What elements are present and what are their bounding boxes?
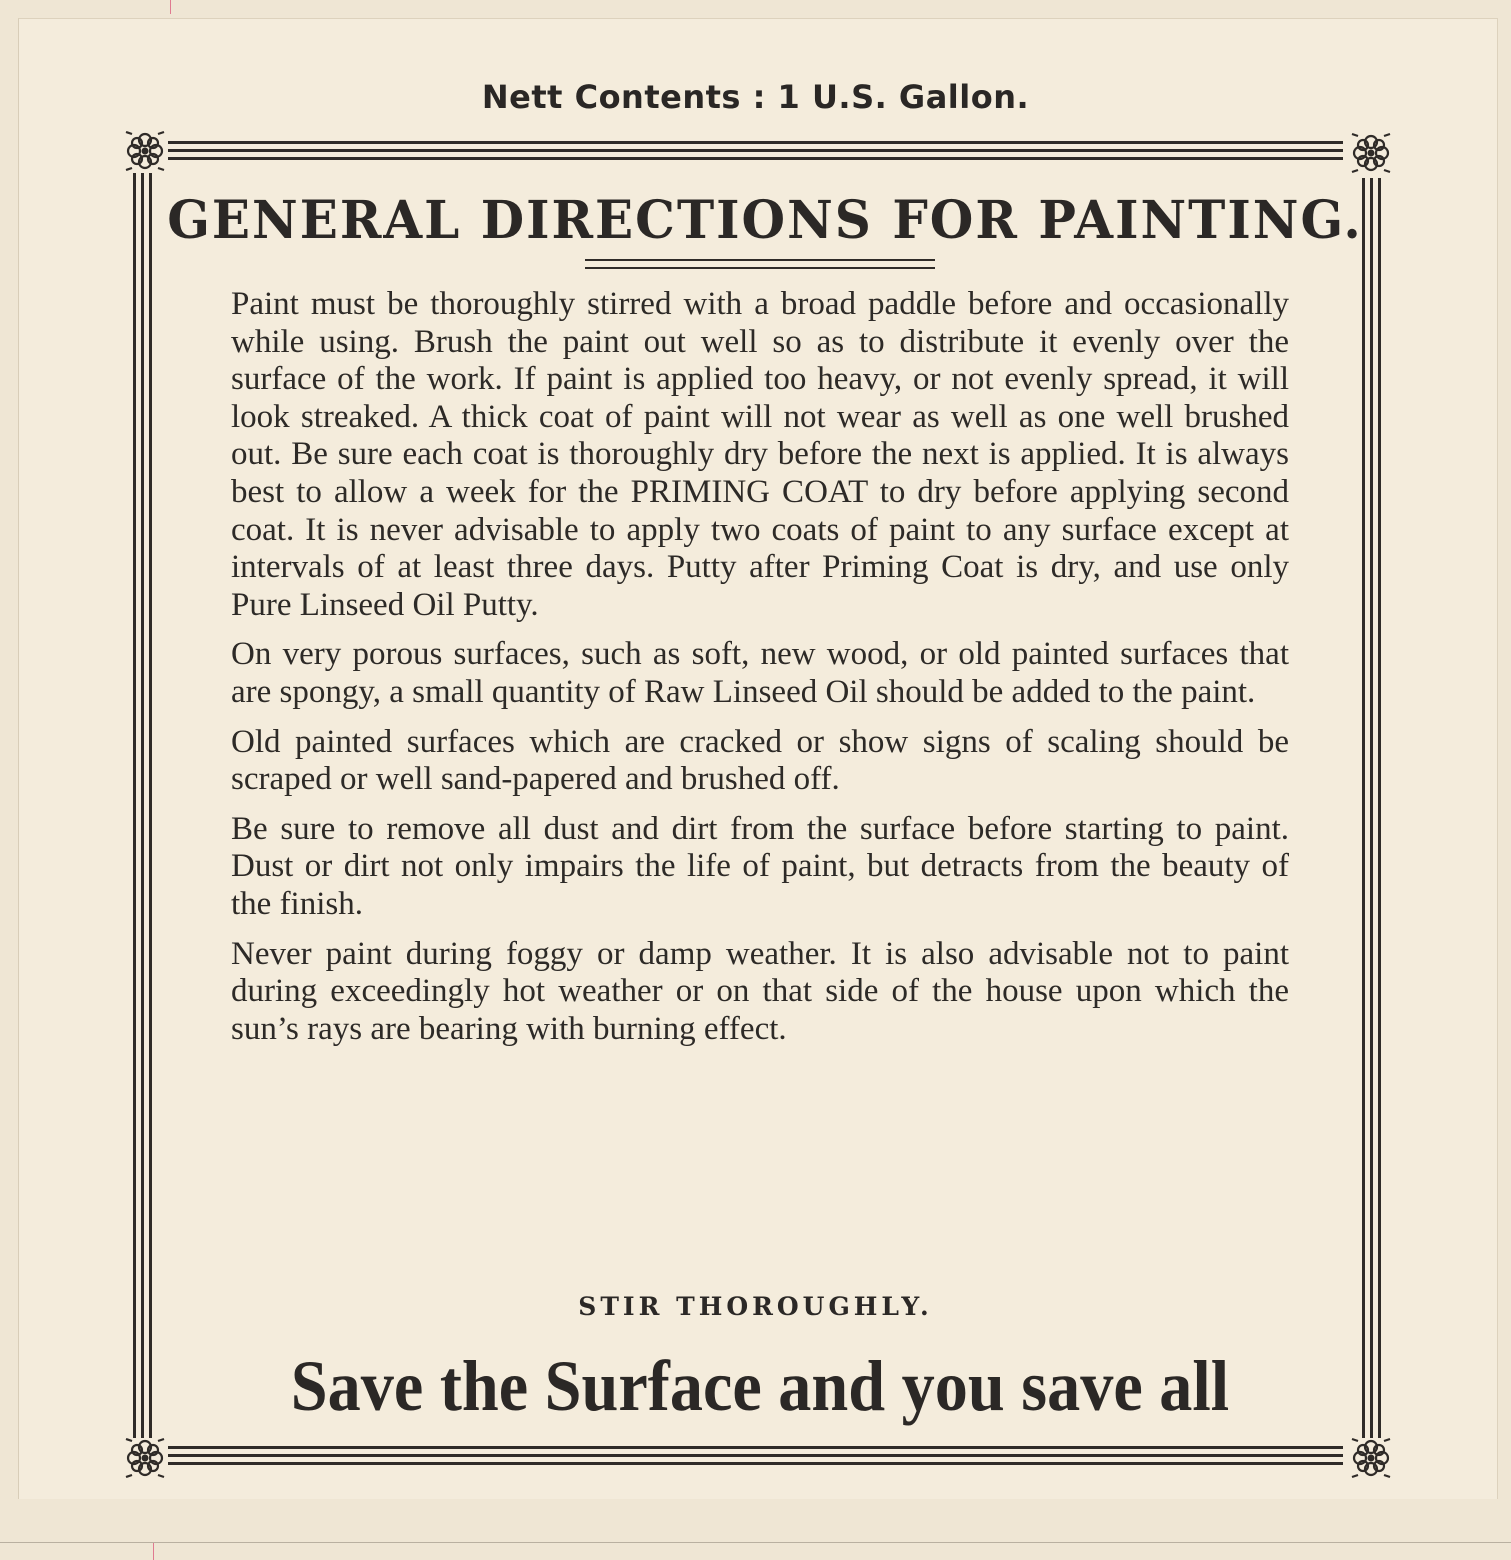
title-underline xyxy=(585,267,935,269)
rosette-icon xyxy=(1350,132,1392,174)
frame-right-line xyxy=(1378,178,1381,1438)
frame-right-line xyxy=(1362,178,1365,1438)
margin-line xyxy=(170,0,171,14)
page-edge xyxy=(0,1542,1511,1543)
frame-left-line xyxy=(149,173,152,1438)
paragraph: Old painted surfaces which are cracked or show signs of scaling should be scraped or well sand-papered and brushed off. xyxy=(231,723,1289,798)
stir-instruction: STIR THOROUGHLY. xyxy=(578,1292,933,1321)
frame-top-line xyxy=(168,141,1343,144)
frame-right-line xyxy=(1370,178,1373,1438)
frame-top-line xyxy=(168,149,1343,152)
margin-line xyxy=(153,1542,154,1560)
paragraph: Paint must be thoroughly stirred with a broad paddle before and occasionally while using. Brush the paint out well so as to distribute it evenly over the surface of the work. If paint is applied too heavy, or not evenly spread, it will look streaked. A thick coat of paint will not wear as well as one well brushed out. Be sure each coat is thoroughly dry before the next is applied. It is always best to allow a week for the PRIMING COAT to dry before applying second coat. It is never advisable to apply two coats of paint to any surface except at intervals of at least three days. Putty after Priming Coat is dry, and use only Pure Linseed Oil Putty. xyxy=(231,286,1289,623)
title-underline xyxy=(585,259,935,261)
paragraph: Never paint during foggy or damp weather. It is also advisable not to paint during exceedingly hot weather or on that side of the house upon which the sun’s rays are bearing with burning effect. xyxy=(231,935,1289,1047)
rosette-icon xyxy=(1350,1437,1392,1479)
slogan: Save the Surface and you save all xyxy=(290,1346,1230,1426)
rosette-icon xyxy=(124,1437,166,1479)
paragraph: Be sure to remove all dust and dirt from the surface before starting to paint. Dust or dirt not only impairs the life of paint, but detracts from the beauty of the finish. xyxy=(231,810,1289,922)
frame-bottom-line xyxy=(168,1454,1343,1457)
frame-top-line xyxy=(168,157,1343,160)
rosette-icon xyxy=(124,130,166,172)
paragraph: On very porous surfaces, such as soft, new wood, or old painted surfaces that are spongy, a small quantity of Raw Linseed Oil should be added to the paint. xyxy=(231,636,1289,710)
frame-left-line xyxy=(133,173,136,1438)
frame-bottom-line xyxy=(168,1446,1343,1449)
frame-left-line xyxy=(141,173,144,1438)
directions-body xyxy=(231,286,1289,1060)
net-contents-label: Nett Contents : 1 U.S. Gallon. xyxy=(481,78,1030,116)
frame-bottom-line xyxy=(168,1462,1343,1465)
page-title: GENERAL DIRECTIONS FOR PAINTING. xyxy=(167,188,1363,251)
